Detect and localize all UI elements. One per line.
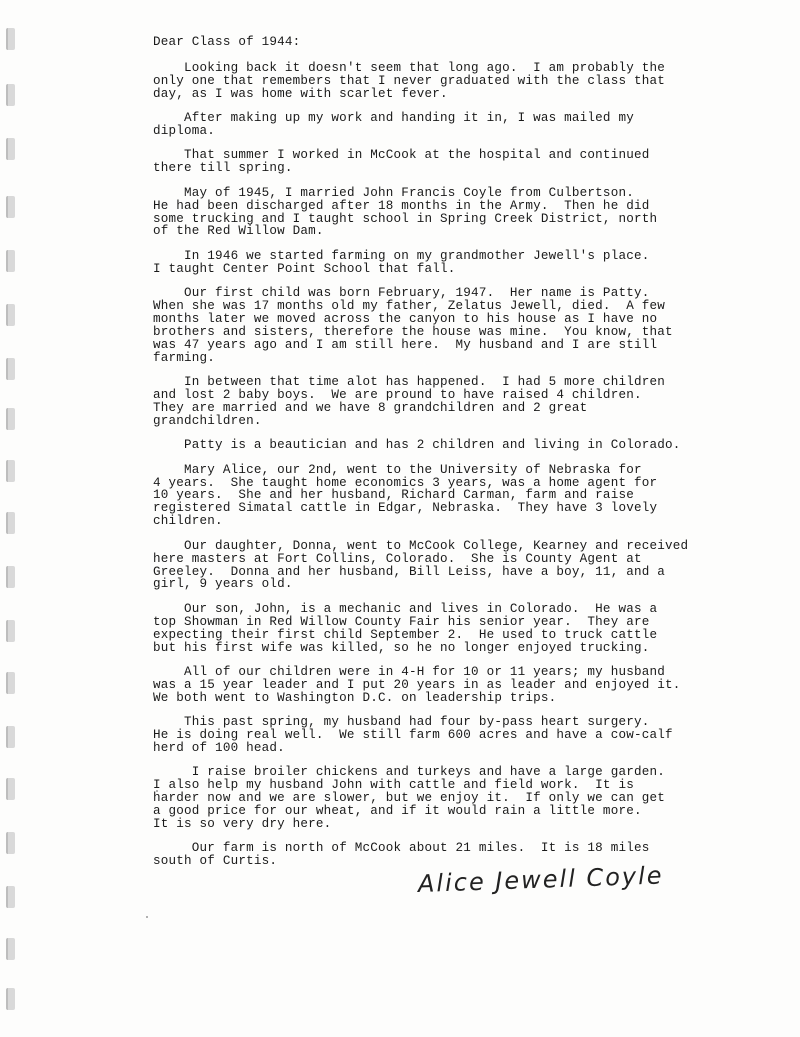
binder-hole [6,250,15,272]
binder-hole [6,886,15,908]
handwritten-signature: Alice Jewell Coyle [417,861,664,898]
binder-hole [6,938,15,960]
binder-hole [6,620,15,642]
paragraph-7: In between that time alot has happened. I had 5 more children and lost 2 baby boys. We are pround to have raised 4 children. They are married and we have 8 grandchildren and 2 great grandchildren. [153,375,665,428]
binder-hole [6,84,15,106]
paragraph-12: All of our children were in 4-H for 10 or 11 years; my husband was a 15 year leader and I put 20 years in as leader and enjoyed it. We both went to Washington D.C. on leadership trips. [153,664,681,705]
paragraph-11: Our son, John, is a mechanic and lives in Colorado. He was a top Showman in Red Willow County Fair his senior year. They are expecting their first child September 2. He used to truck cattle but his first wife was killed, so he no longer enjoyed trucking. [153,601,658,655]
binder-hole [6,460,15,482]
paragraph-5: In 1946 we started farming on my grandmother Jewell's place. I taught Center Point School that fall. [153,248,650,276]
binder-hole [6,138,15,160]
letter-greeting: Dear Class of 1944: [153,35,301,49]
binder-hole [6,28,15,50]
binder-hole [6,512,15,534]
paragraph-9: Mary Alice, our 2nd, went to the University of Nebraska for 4 years. She taught home economics 3 years, was a home agent for 10 years. She and her husband, Richard Carman, farm and raise registered Simatal cattle in Edgar, Nebraska. They have 3 lovely children. [153,462,658,529]
paper-speck [146,916,148,918]
binder-hole [6,726,15,748]
binder-hole [6,358,15,380]
binder-hole [6,304,15,326]
letter-body [153,36,703,880]
paragraph-3: That summer I worked in McCook at the hospital and continued there till spring. [153,148,650,176]
paragraph-6: Our first child was born February, 1947. Her name is Patty. When she was 17 months old my father, Zelatus Jewell, died. A few months later we moved across the canyon to his house as I have no brothers and sisters, therefore the house was mine. You know, that was 47 years ago and I am still here. My husband and I are still farming. [153,286,673,365]
paragraph-15: Our farm is north of McCook about 21 miles. It is 18 miles south of Curtis. [153,841,650,869]
paragraph-4: May of 1945, I married John Francis Coyle from Culbertson. He had been discharged after 18 months in the Army. Then he did some trucking and I taught school in Spring Creek District, north of the Red Willow Dam. [153,185,658,239]
paragraph-8: Patty is a beautician and has 2 children and living in Colorado. [153,438,681,453]
paragraph-2: After making up my work and handing it in, I was mailed my diploma. [153,111,634,139]
binder-hole [6,408,15,430]
binder-hole [6,566,15,588]
binder-hole [6,832,15,854]
paragraph-10: Our daughter, Donna, went to McCook College, Kearney and received here masters at Fort Collins, Colorado. She is County Agent at Greeley. Donna and her husband, Bill Leiss, have a boy, 11, and a girl, 9 years old. [153,538,689,592]
binder-hole [6,672,15,694]
paragraph-13: This past spring, my husband had four by-pass heart surgery. He is doing real well. We still farm 600 acres and have a cow-calf herd of 100 head. [153,715,673,755]
binder-hole [6,196,15,218]
paragraph-14: I raise broiler chickens and turkeys and have a large garden. I also help my husband John with cattle and field work. It is harder now and we are slower, but we enjoy it. If only we can get a good price for our wheat, and if it would rain a little more. It is so very dry here. [153,765,666,831]
binder-hole [6,778,15,800]
binder-hole [6,988,15,1010]
paragraph-1: Looking back it doesn't seem that long ago. I am probably the only one that remembers that I never graduated with the class that day, as I was home with scarlet fever. [153,60,665,101]
